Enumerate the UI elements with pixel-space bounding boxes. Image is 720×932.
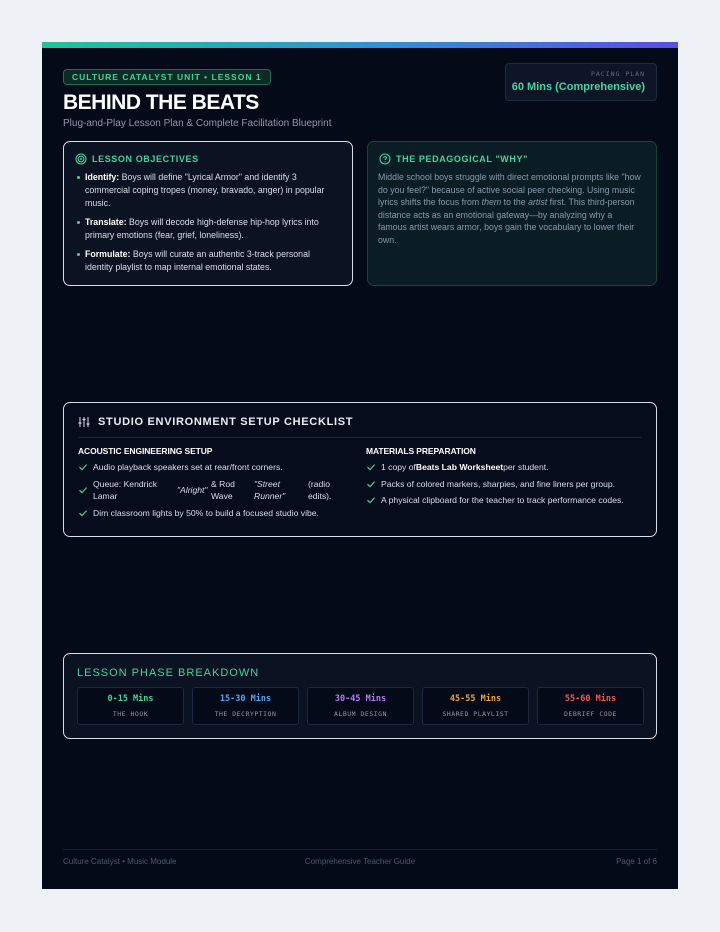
checklist-text: Audio playback speakers set at rear/front corners. (93, 462, 283, 472)
objective-term: Formulate: (85, 249, 131, 259)
checklist-item (366, 461, 638, 474)
why-emphasis: artist (528, 197, 548, 207)
queue-artist: & Rod Wave (211, 478, 235, 501)
acoustic-column (78, 446, 350, 523)
target-icon (75, 153, 87, 165)
worksheet-name: Beats Lab Worksheet (415, 462, 504, 472)
phase-box (307, 687, 414, 725)
objective-term: Identify: (85, 172, 120, 182)
divider (78, 437, 642, 438)
lesson-objectives-card (63, 141, 353, 286)
checklist-text: Packs of colored markers, sharpies, and fine liners per group. (381, 478, 616, 489)
footer-center: Comprehensive Teacher Guide (304, 857, 416, 866)
why-text-part: Middle school boys struggle with direct emotional prompts like "how do you feel?" because of active social peer checking. Using music lyrics shifts the focus from (378, 172, 641, 207)
phase-name: THE DECRYPTION (214, 710, 277, 718)
objective-text: Boys will curate an authentic 3-track personal identity playlist to map internal emotional states. (85, 249, 310, 272)
pacing-label: PACING PLAN (590, 70, 645, 78)
checklist-text: Dim classroom lights by 50% to build a focused studio vibe. (93, 507, 319, 518)
why-text-part: to the (501, 197, 529, 207)
checklist-text: A physical clipboard for the teacher to track performance codes. (381, 495, 624, 505)
lesson-plan-page (42, 42, 678, 889)
footer-divider (63, 849, 657, 850)
why-paragraph (368, 165, 656, 246)
checklist-item (78, 507, 350, 520)
checklist-text (381, 461, 549, 474)
page-title: BEHIND THE BEATS (63, 91, 259, 114)
objectives-header (64, 142, 352, 165)
objective-term: Translate: (85, 217, 127, 227)
objectives-heading: LESSON OBJECTIVES (92, 154, 199, 164)
studio-setup-card (63, 402, 657, 537)
why-emphasis: them (481, 197, 502, 207)
phase-breakdown-card (63, 653, 657, 739)
check-icon (366, 495, 376, 505)
check-icon (366, 462, 376, 472)
pacing-plan-box (505, 63, 657, 101)
objective-text: Boys will define "Lyrical Armor" and identify 3 commercial coping tropes (money, bravado, anger) in popular music. (85, 172, 325, 208)
objective-text: Boys will decode high-defense hip-hop lyrics into primary emotions (fear, grief, loneliness). (85, 217, 319, 240)
phase-time: 55-60 Mins (564, 694, 617, 704)
objectives-list (64, 165, 352, 274)
sliders-icon (78, 416, 90, 428)
materials-text-part: 1 copy of (381, 462, 416, 472)
footer-page-number: Page 1 of 6 (616, 857, 657, 866)
phase-time: 30-45 Mins (334, 694, 387, 704)
phase-time: 45-55 Mins (449, 694, 502, 704)
why-text-part: first. This third-person distance acts as an emotional gateway—by analyzing why a famous artist wears armor, boys gain the vocabulary to lower their own. (378, 197, 635, 245)
setup-heading: STUDIO ENVIRONMENT SETUP CHECKLIST (98, 416, 354, 428)
phase-box (192, 687, 299, 725)
phase-time: 0-15 Mins (107, 694, 154, 704)
queue-note: (radio edits). (308, 478, 332, 501)
question-circle-icon (379, 153, 391, 165)
phase-box (537, 687, 644, 725)
queue-artist: Queue: Kendrick Lamar (93, 478, 158, 501)
check-icon (78, 508, 88, 518)
setup-header (64, 403, 656, 428)
acoustic-title: ACOUSTIC ENGINEERING SETUP (78, 446, 213, 456)
checklist-item (366, 494, 638, 507)
objective-item (77, 248, 338, 274)
why-heading: THE PEDAGOGICAL "WHY" (396, 154, 528, 164)
phase-time: 15-30 Mins (219, 694, 272, 704)
pacing-value: 60 Mins (Comprehensive) (511, 81, 645, 93)
materials-title: MATERIALS PREPARATION (366, 446, 476, 456)
phases-heading: LESSON PHASE BREAKDOWN (77, 667, 260, 679)
gradient-top-bar (42, 42, 678, 48)
checklist-item (78, 461, 350, 474)
phase-box (77, 687, 184, 725)
objective-item (77, 171, 338, 210)
phase-name: ALBUM DESIGN (334, 710, 387, 718)
materials-text-part: per student. (503, 462, 549, 472)
objective-item (77, 216, 338, 242)
why-header (368, 142, 656, 165)
pedagogical-why-card (367, 141, 657, 286)
page-subtitle: Plug-and-Play Lesson Plan & Complete Facilitation Blueprint (63, 118, 332, 129)
checklist-item (78, 478, 350, 503)
materials-column (366, 446, 638, 511)
phase-name: DEBRIEF CODE (564, 710, 617, 718)
phase-box (422, 687, 529, 725)
footer-left: Culture Catalyst • Music Module (63, 857, 177, 866)
check-icon (366, 479, 376, 489)
check-icon (78, 462, 88, 472)
unit-badge: CULTURE CATALYST UNIT • LESSON 1 (63, 69, 271, 85)
checklist-item (366, 478, 638, 491)
phase-name: SHARED PLAYLIST (442, 710, 509, 718)
queue-song: "Alright" (177, 484, 208, 495)
queue-song: "Street Runner" (254, 478, 286, 501)
check-icon (78, 485, 88, 495)
queue-line (93, 478, 343, 503)
phase-name: THE HOOK (112, 710, 149, 718)
